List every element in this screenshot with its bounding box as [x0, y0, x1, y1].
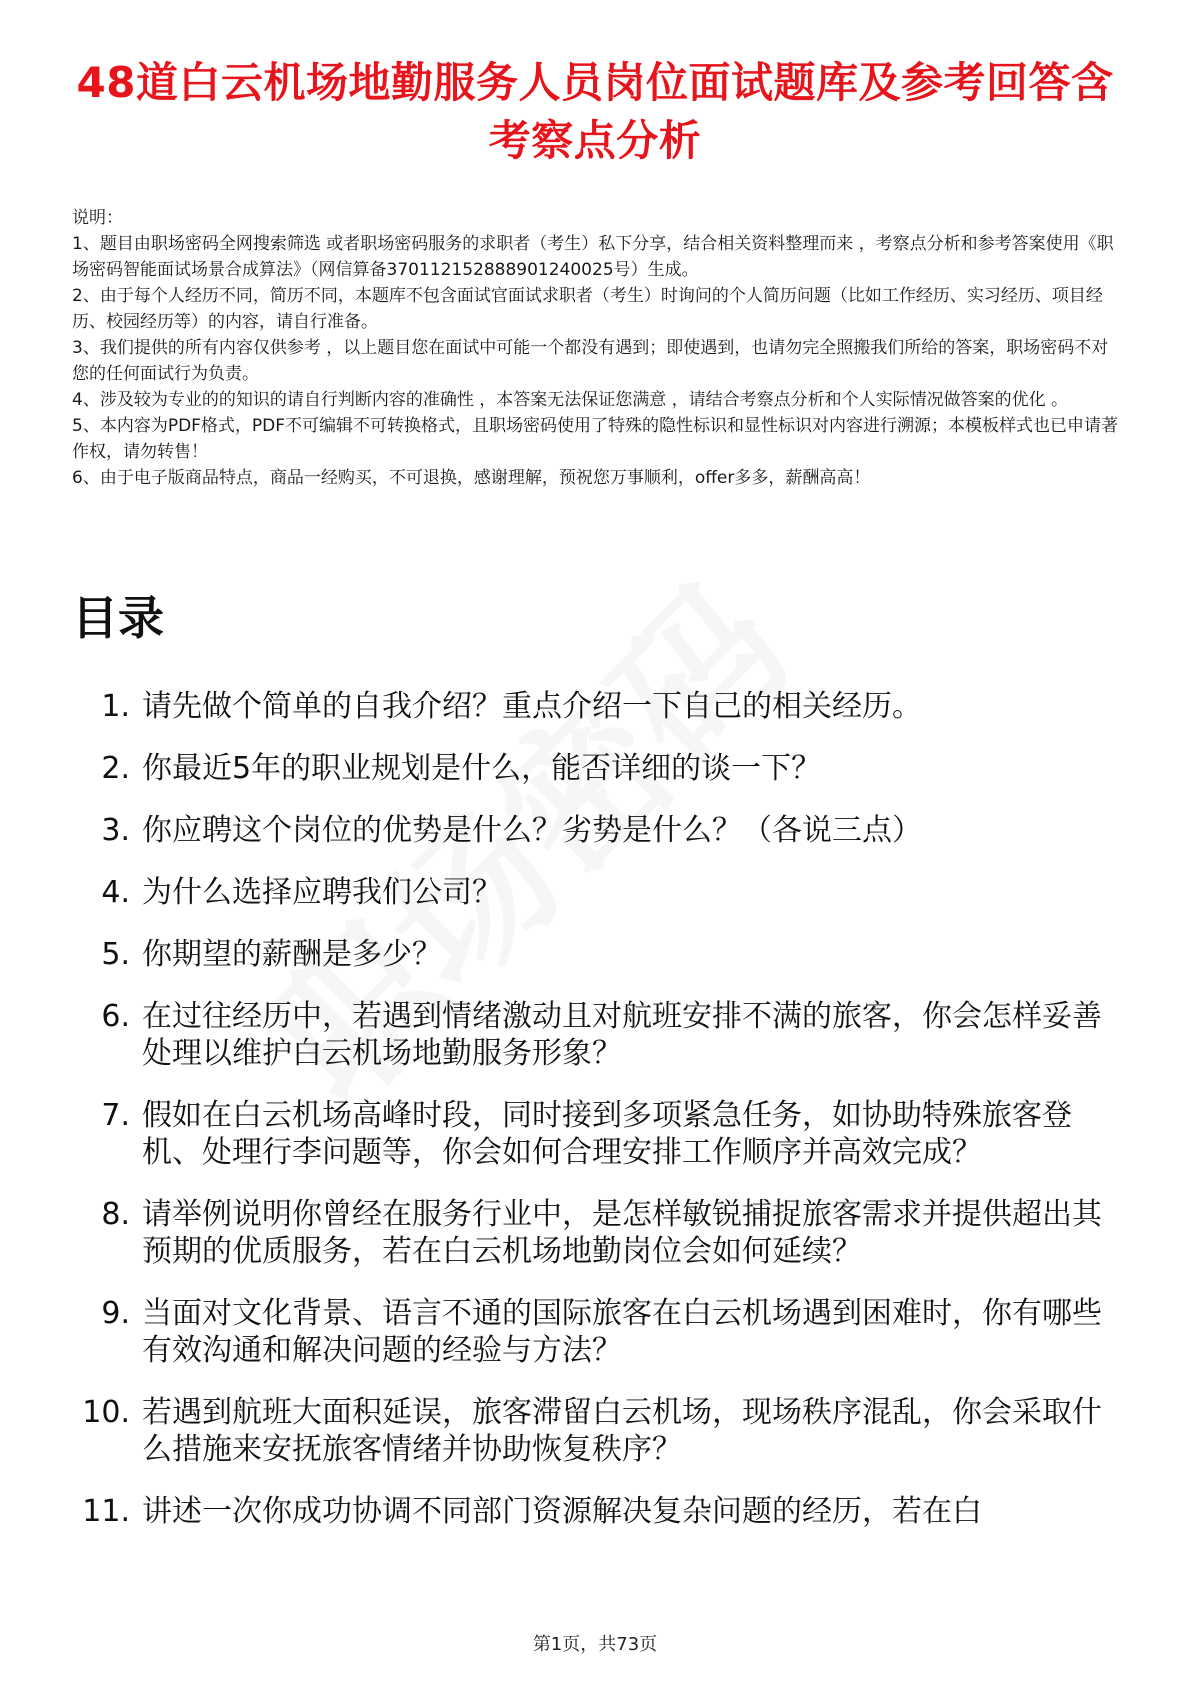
toc-item[interactable] [60, 812, 1120, 849]
toc-item[interactable] [60, 750, 1120, 787]
notes-heading: 说明： [72, 208, 123, 228]
toc-item[interactable] [60, 1493, 1120, 1530]
toc-item-text: 你最近5年的职业规划是什么，能否详细的谈一下？ [142, 751, 822, 786]
toc-item-text: 假如在白云机场高峰时段，同时接到多项紧急任务，如协助特殊旅客登机、处理行李问题等，你会如何合理安排工作顺序并高效完成？ [142, 1098, 1072, 1170]
note-item: 6、由于电子版商品特点，商品一经购买，不可退换，感谢理解，预祝您万事顺利，offer多多，薪酬高高！ [72, 468, 871, 488]
toc-item[interactable] [60, 1394, 1120, 1468]
toc-item-number: 3. [101, 813, 130, 848]
note-item: 3、我们提供的所有内容仅供参考 ，以上题目您在面试中可能一个都没有遇到；即使遇到，也请勿完全照搬我们所给的答案，职场密码不对您的任何面试行为负责。 [72, 338, 1109, 384]
toc-item-number: 8. [101, 1197, 130, 1232]
toc-item-number: 11. [82, 1494, 130, 1529]
toc-item-text: 请举例说明你曾经在服务行业中，是怎样敏锐捕捉旅客需求并提供超出其预期的优质服务，若在白云机场地勤岗位会如何延续？ [142, 1197, 1102, 1269]
toc-item-number: 4. [101, 875, 130, 910]
toc-item-text: 当面对文化背景、语言不通的国际旅客在白云机场遇到困难时，你有哪些有效沟通和解决问题的经验与方法？ [142, 1296, 1102, 1368]
toc-item-text: 你期望的薪酬是多少？ [142, 937, 442, 972]
note-item: 2、由于每个人经历不同，简历不同，本题库不包含面试官面试求职者（考生）时询问的个人简历问题（比如工作经历、实习经历、项目经历、校园经历等）的内容，请自行准备。 [72, 286, 1103, 332]
toc-item[interactable] [60, 1097, 1120, 1171]
toc-item-text: 在过往经历中，若遇到情绪激动且对航班安排不满的旅客，你会怎样妥善处理以维护白云机场地勤服务形象？ [142, 999, 1102, 1071]
note-item: 4、涉及较为专业的的知识的请自行判断内容的准确性 ，本答案无法保证您满意 ，请结合考察点分析和个人实际情况做答案的优化 。 [72, 390, 1069, 410]
toc-item[interactable] [60, 874, 1120, 911]
toc-item-number: 1. [101, 689, 130, 724]
toc-item-text: 为什么选择应聘我们公司？ [142, 875, 502, 910]
toc-list [60, 688, 1120, 1555]
page-footer: 第1页，共73页 [532, 1634, 658, 1655]
page-title: 48道白云机场地勤服务人员岗位面试题库及参考回答含考察点分析 [76, 58, 1114, 165]
toc-item-number: 7. [101, 1098, 130, 1133]
toc-item-number: 9. [101, 1296, 130, 1331]
note-item: 5、本内容为PDF格式，PDF不可编辑不可转换格式，且职场密码使用了特殊的隐性标识和显性标识对内容进行溯源；本模板样式也已申请著作权，请勿转售！ [72, 416, 1119, 462]
toc-item-number: 10. [82, 1395, 130, 1430]
toc-item[interactable] [60, 1295, 1120, 1369]
notes-section [72, 205, 1122, 491]
toc-item[interactable] [60, 998, 1120, 1072]
toc-heading: 目录 [72, 591, 164, 645]
toc-item[interactable] [60, 936, 1120, 973]
toc-item-number: 5. [101, 937, 130, 972]
toc-item[interactable] [60, 688, 1120, 725]
toc-item-number: 6. [101, 999, 130, 1034]
toc-item[interactable] [60, 1196, 1120, 1270]
toc-item-number: 2. [101, 751, 130, 786]
toc-item-text: 若遇到航班大面积延误，旅客滞留白云机场，现场秩序混乱，你会采取什么措施来安抚旅客情绪并协助恢复秩序？ [142, 1395, 1102, 1467]
toc-item-text: 请先做个简单的自我介绍？重点介绍一下自己的相关经历。 [142, 689, 922, 724]
note-item: 1、题目由职场密码全网搜索筛选 或者职场密码服务的求职者（考生）私下分享，结合相关资料整理而来 ，考察点分析和参考答案使用《职场密码智能面试场景合成算法》（网信算备370112152888901240025号）生成。 [72, 234, 1114, 280]
toc-item-text: 你应聘这个岗位的优势是什么？劣势是什么？（各说三点） [142, 813, 922, 848]
toc-item-text: 讲述一次你成功协调不同部门资源解决复杂问题的经历，若在白 [142, 1494, 982, 1529]
